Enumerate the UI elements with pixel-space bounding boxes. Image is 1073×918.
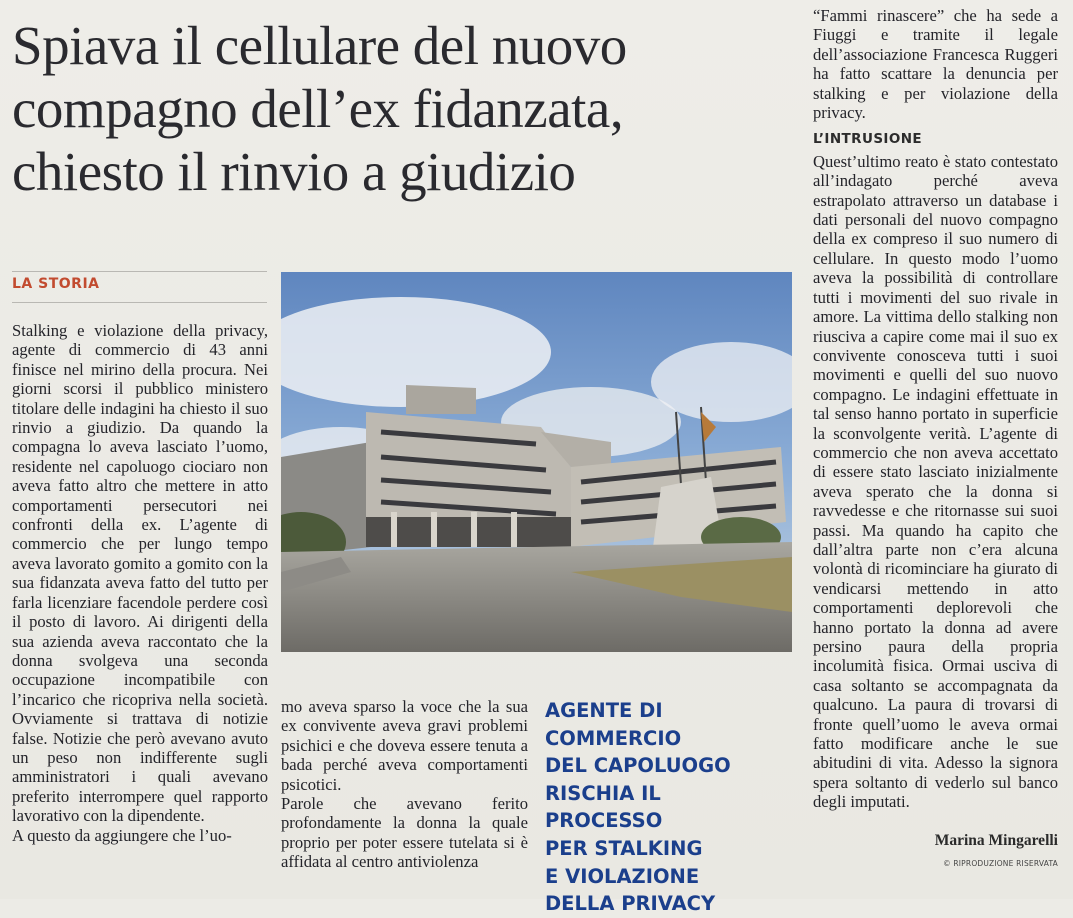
section-label: LA STORIA — [12, 276, 100, 292]
column-3-subhead: L’INTRUSIONE — [813, 131, 923, 148]
section-label-bar — [12, 271, 267, 303]
courthouse-photo — [281, 272, 792, 652]
pull-quote: AGENTE DI COMMERCIO DEL CAPOLUOGO RISCHIA IL PROCESSO PER STALKING E VIOLAZIONE DELLA PRIVACY — [545, 699, 731, 916]
column-1-tail: A questo da aggiungere che l’uo- — [12, 825, 232, 845]
author-byline: Marina Mingarelli — [934, 832, 1058, 849]
article-headline: Spiava il cellulare del nuovo compagno dell’ex fidanzata, chiesto il rinvio a giudizio — [12, 15, 627, 202]
column-2-body: mo aveva sparso la voce che la sua ex convivente aveva gravi problemi psichici e che doveva essere tenuta a bada perché aveva comportamenti psicotici. — [281, 697, 528, 794]
article-column-3 — [813, 6, 1058, 812]
column-3-paragraph-2: Quest’ultimo reato è stato contestato all’indagato perché aveva estrapolato attraverso un database i dati personali del nuovo compagno della ex compreso il suo numero di cellulare. In questo modo l’uomo aveva la possibilità di controllare tutti i movimenti del suo rivale in amore. La vittima dello stalking non riusciva a capire come mai il suo ex convivente conosceva tutti i suoi movimenti e quelli del suo nuovo compagno. Le indagini effettuate in tal senso hanno portato in superficie la sconvolgente verità. L’agente di commercio che non aveva accettato di essere stato lasciato inizialmente aveva sperato che la donna si ravvedesse e che ritornasse sui suoi passi. Ma quando ha capito che dall’altra parte non c’era alcuna volontà di ricominciare ha giurato di vendicarsi mettendo in atto comportamenti deplorevoli che hanno portato la donna ad avere persino paura della propria incolumità fisica. Ormai usciva di casa soltanto se accompagnata da qualcuno. La paura di trovarsi di fronte quell’uomo le aveva ormai fatto modificare anche le sue abitudini di vita. Adesso la signora spera soltanto di vederlo sul banco degli imputati. — [813, 151, 1058, 812]
copyright-notice: © RIPRODUZIONE RISERVATA — [943, 859, 1058, 868]
column-3-paragraph-1: “Fammi rinascere” che ha sede a Fiuggi e tramite il legale dell’associazione Francesca Ruggeri ha fatto scattare la denuncia per stalking e per violazione della privacy. — [813, 6, 1058, 123]
article-column-2 — [281, 697, 528, 872]
column-1-body: Stalking e violazione della privacy, agente di commercio di 43 anni finisce nel mirino della procura. Nei giorni scorsi il pubblico ministero titolare delle indagini ha chiesto il suo rinvio a giudizio. Da quando la compagna lo aveva lasciato l’uomo, residente nel capoluogo ciociaro non aveva fatto altro che mettere in atto comportamenti persecutori nei confronti della ex. L’agente di commercio che per lungo tempo aveva lavorato gomito a gomito con la sua fidanzata aveva fatto del tutto per farla licenziare facendole perdere così il posto di lavoro. Ai dirigenti della sua azienda aveva raccontato che la donna svolgeva una seconda occupazione incompatibile con l’incarico che ricopriva nella società. Ovviamente si trattava di notizie false. Notizie che però avevano avuto un peso non indifferente sugli amministratori i quali avevano preferito interrompere quel rapporto lavorativo con la dipendente. — [12, 321, 268, 826]
article-column-1 — [12, 321, 268, 845]
column-2-paragraph-2: Parole che avevano ferito profondamente la donna la quale proprio per poter essere tutelata si è affidata al centro antiviolenza — [281, 794, 528, 872]
